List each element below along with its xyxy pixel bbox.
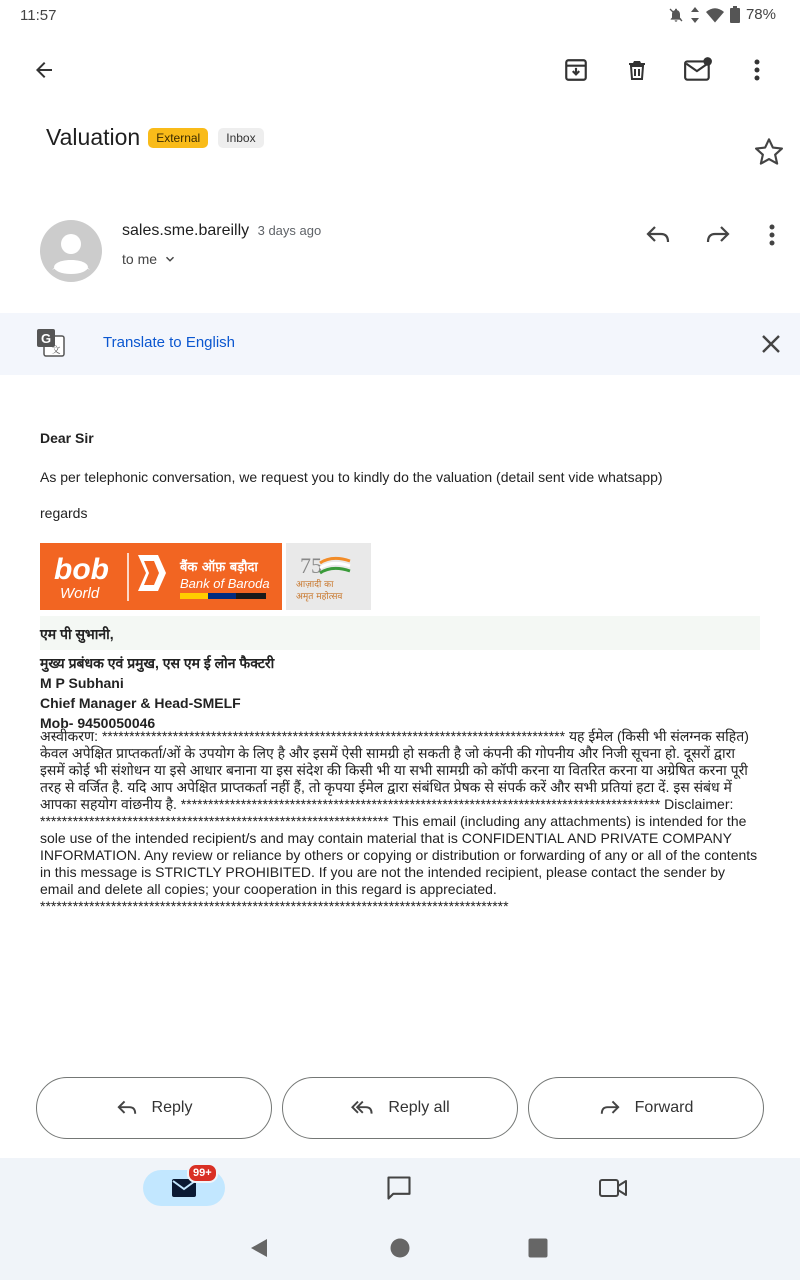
- wifi-icon: [706, 7, 724, 23]
- disclaimer-stars: ****************************************************************************************: [180, 796, 661, 812]
- reply-all-button[interactable]: [282, 1077, 518, 1139]
- battery-icon: [730, 6, 740, 23]
- email-subject: Valuation: [46, 124, 141, 150]
- data-arrows-icon: [690, 7, 700, 23]
- archive-button[interactable]: [556, 50, 596, 90]
- reply-button[interactable]: [36, 1077, 272, 1139]
- back-button[interactable]: [24, 50, 64, 90]
- reply-label: Reply: [151, 1099, 193, 1116]
- disclaimer-text: [40, 728, 760, 915]
- message-paragraph: As per telephonic conversation, we request you to kindly do the valuation (detail sent vide whatsapp): [40, 469, 663, 485]
- delete-icon: [625, 57, 649, 83]
- archive-icon: [563, 57, 589, 83]
- svg-text:Bank of Baroda: Bank of Baroda: [180, 576, 270, 591]
- reply-all-label: Reply all: [388, 1099, 450, 1116]
- inbox-label[interactable]: Inbox: [218, 128, 263, 148]
- translate-icon: [36, 328, 66, 358]
- svg-text:G: G: [40, 331, 52, 346]
- bottom-navigation: [0, 1158, 800, 1280]
- svg-text:75: 75: [300, 553, 322, 578]
- square-recents-icon: [526, 1236, 550, 1260]
- more-vert-icon: [754, 59, 760, 81]
- signature-hindi-name: एम पी सुभानी,: [40, 626, 114, 642]
- close-icon: [756, 329, 786, 359]
- signature-block: [40, 653, 274, 733]
- signature-highlight: [40, 616, 760, 650]
- back-arrow-icon: [32, 58, 56, 82]
- disclaimer-stars: ****************************************************************: [40, 813, 389, 829]
- svg-text:बैंक ऑफ़ बड़ौदा: बैंक ऑफ़ बड़ौदा: [180, 560, 258, 575]
- chevron-down-icon: [163, 252, 177, 266]
- nav-mail-tab[interactable]: [143, 1167, 225, 1206]
- svg-text:文: 文: [51, 346, 61, 356]
- unread-badge: 99+: [187, 1163, 218, 1183]
- person-icon: [40, 220, 102, 282]
- disclaimer-stars: **************************************************************************************: [40, 898, 509, 914]
- reply-actions: [36, 1077, 764, 1139]
- status-icons: [668, 6, 776, 23]
- video-camera-icon: [598, 1176, 628, 1200]
- reply-all-icon: [350, 1099, 374, 1117]
- email-time: 3 days ago: [257, 223, 322, 238]
- more-options-button[interactable]: [737, 50, 777, 90]
- message-more-button[interactable]: [752, 215, 792, 255]
- svg-text:bob: bob: [54, 553, 109, 586]
- signature-hindi-title: मुख्य प्रबंधक एवं प्रमुख, एस एम ई लोन फैक्टरी: [40, 655, 275, 671]
- external-label: External: [148, 128, 208, 148]
- azadi-amrit-mahotsav-logo: [286, 543, 371, 610]
- forward-label: Forward: [634, 1099, 694, 1116]
- signature-name: M P Subhani: [40, 675, 124, 691]
- status-time: 11:57: [20, 7, 57, 24]
- bank-of-baroda-logo: [40, 543, 282, 610]
- reply-icon: [116, 1099, 138, 1117]
- battery-percent: 78%: [745, 6, 776, 23]
- forward-icon: [599, 1099, 621, 1117]
- sender-avatar[interactable]: [40, 220, 102, 282]
- system-home-button[interactable]: [388, 1236, 412, 1260]
- subject-row: [46, 124, 264, 151]
- close-translate-button[interactable]: [756, 329, 786, 359]
- more-vert-icon: [769, 224, 775, 246]
- svg-text:अमृत महोत्सव: अमृत महोत्सव: [296, 592, 343, 602]
- sender-name-line[interactable]: [122, 222, 321, 240]
- disclaimer-label: Disclaimer:: [664, 796, 734, 812]
- signature-mobile[interactable]: Mob- 9450050046: [40, 715, 156, 731]
- disclaimer-hindi: यह ईमेल (किसी भी संलग्नक सहित) केवल अपेक्षित प्राप्तकर्ता/ओं के उपयोग के लिए है और इसमें ऐसी सामग्री हो सकती है जो कंपनी की गोपनीय और निजी सूचना हो. दूसरों द्वारा इसमें कोई भी संशोधन या इसे आधार बनाना या इस संदेश की किसी भी या सभी सामग्री को कॉपी करना या वितरित करना या अग्रेषित करना पूरी तरह से वर्जित है. यदि आप अपेक्षित प्राप्तकर्ता नहीं हैं, तो कृपया ईमेल द्वारा संबंधित प्रेषक से संपर्क करें और सभी प्रतियां हटा दें. इस संबंध में आपका सहयोग वांछनीय है.: [40, 728, 749, 812]
- greeting: Dear Sir: [40, 430, 94, 446]
- nav-meet-tab[interactable]: [572, 1170, 654, 1206]
- recipient-label: to me: [122, 251, 158, 267]
- delete-button[interactable]: [617, 50, 657, 90]
- translate-link[interactable]: Translate to English: [103, 334, 236, 351]
- svg-text:World: World: [60, 585, 100, 602]
- chat-icon: [385, 1174, 413, 1202]
- mark-unread-icon: [683, 57, 713, 83]
- mark-unread-button[interactable]: [678, 50, 718, 90]
- forward-button[interactable]: [528, 1077, 764, 1139]
- disclaimer-stars: *************************************************************************************: [101, 728, 566, 744]
- system-back-button[interactable]: [247, 1236, 271, 1260]
- disclaimer-english: This email (including any attachments) is intended for the sole use of the intended recipient/s and may contain material that is CONFIDENTIAL AND PRIVATE COMPANY INFORMATION. Any review or reliance by others or copying or distribution or forwarding of any or all of the contents in this message is STRICTLY PROHIBITED. If you are not the intended recipient, please contact the sender by email and delete all copies; your cooperation in this regard is appreciated.: [40, 813, 758, 897]
- triangle-back-icon: [247, 1236, 271, 1260]
- disclaimer-hindi-label: अस्वीकरण:: [40, 728, 99, 744]
- reply-icon: [645, 224, 671, 246]
- forward-icon: [705, 224, 731, 246]
- star-button[interactable]: [753, 136, 785, 168]
- sender-name: sales.sme.bareilly: [122, 222, 250, 239]
- system-recents-button[interactable]: [526, 1236, 550, 1260]
- email-toolbar: [0, 40, 800, 100]
- svg-text:आज़ादी का: आज़ादी का: [296, 580, 334, 590]
- sender-header: [0, 215, 800, 295]
- status-bar: [0, 0, 800, 32]
- signature-title: Chief Manager & Head-SMELF: [40, 695, 241, 711]
- circle-home-icon: [388, 1236, 412, 1260]
- translate-banner: [0, 313, 800, 375]
- recipient-toggle[interactable]: [122, 251, 177, 267]
- dnd-off-icon: [668, 7, 684, 23]
- regards: regards: [40, 505, 88, 521]
- forward-icon-button[interactable]: [698, 215, 738, 255]
- nav-chat-tab[interactable]: [358, 1170, 440, 1206]
- reply-icon-button[interactable]: [638, 215, 678, 255]
- star-icon: [753, 136, 785, 168]
